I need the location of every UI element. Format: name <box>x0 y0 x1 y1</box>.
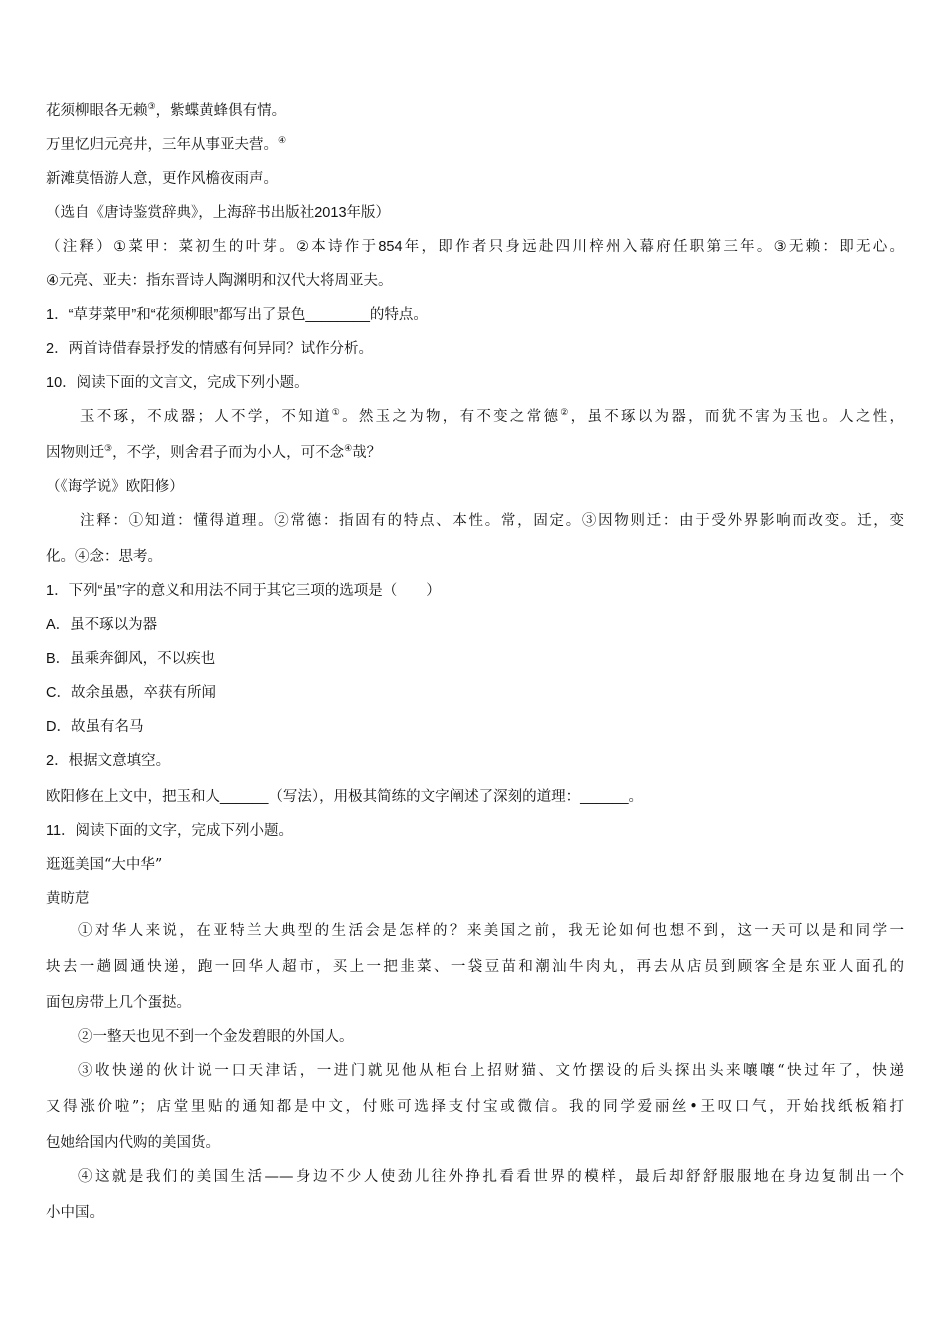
option-a: A．虽不琢以为器 <box>46 617 158 633</box>
footnote-mark: ④ <box>344 444 353 454</box>
option-c: C．故余虽愚，卒获有所闻 <box>46 685 216 701</box>
poem-line-3: 新滩莫悟游人意，更作风檐夜雨声。 <box>46 171 278 187</box>
question-10-2: 2．根据文意填空。 <box>46 753 171 769</box>
classical-text-line-1: 玉不琢，不成器；人不学，不知道①。然玉之为物，有不变之常德②，虽不琢以为器，而犹不害为玉也。人之性， <box>80 408 905 425</box>
footnote-mark: ③ <box>147 102 156 112</box>
article-paragraph-3-line-2: 又得涨价啦”；店堂里贴的通知都是中文，付账可选择支付宝或微信。我的同学爱丽丝•王叹口气，开始找纸板箱打 <box>46 1099 904 1115</box>
classical-text-line-2: 因物则迁③，不学，则舍君子而为小人，可不念④哉？ <box>46 444 382 461</box>
article-paragraph-1-line-3: 面包房带上几个蛋挞。 <box>46 995 191 1011</box>
question-10-1: 1．下列“虽”字的意义和用法不同于其它三项的选项是（ ） <box>46 583 441 599</box>
footnote-mark: ① <box>331 408 343 418</box>
poem-note-2: ④元亮、亚夫：指东晋诗人陶渊明和汉代大将周亚夫。 <box>46 273 393 289</box>
article-title: 逛逛美国“大中华” <box>46 857 163 873</box>
article-author: 黄昉苨 <box>46 891 90 907</box>
classical-note-1: 注释：①知道：懂得道理。②常德：指固有的特点、本性。常，固定。③因物则迁：由于受外界影响而改变。迁，变 <box>80 513 904 529</box>
question-10-2-fill: 欧阳修在上文中，把玉和人______（写法），用极其简练的文字阐述了深刻的道理：______。 <box>46 789 644 805</box>
poem-line-1: 花须柳眼各无赖③，紫蝶黄蜂俱有情。 <box>46 102 287 119</box>
classical-note-2: 化。④念：思考。 <box>46 549 162 565</box>
footnote-mark: ④ <box>278 136 287 146</box>
footnote-mark: ② <box>560 408 571 418</box>
poem-source: （选自《唐诗鉴赏辞典》，上海辞书出版社2013年版） <box>46 205 391 221</box>
poem-note-1: （注释）①菜甲：菜初生的叶芽。②本诗作于854年，即作者只身远赴四川梓州入幕府任职第三年。③无赖：即无心。 <box>46 239 904 255</box>
article-paragraph-4-line-2: 小中国。 <box>46 1205 104 1221</box>
article-paragraph-1-line-2: 块去一趟圆通快递，跑一回华人超市，买上一把韭菜、一袋豆苗和潮汕牛肉丸，再去从店员到顾客全是东亚人面孔的 <box>46 959 904 975</box>
article-paragraph-3-line-3: 包她给国内代购的美国货。 <box>46 1135 220 1151</box>
article-paragraph-2: ②一整天也见不到一个金发碧眼的外国人。 <box>78 1029 354 1045</box>
question-9-1: 1．“草芽菜甲”和“花须柳眼”都写出了景色________的特点。 <box>46 307 428 323</box>
question-10-heading: 10．阅读下面的文言文，完成下列小题。 <box>46 375 309 391</box>
article-paragraph-1-line-1: ①对华人来说，在亚特兰大典型的生活会是怎样的？来美国之前，我无论如何也想不到，这一天可以是和同学一 <box>78 923 904 939</box>
article-paragraph-4-line-1: ④这就是我们的美国生活——身边不少人使劲儿往外挣扎看看世界的模样，最后却舒舒服服地在身边复制出一个 <box>78 1169 904 1185</box>
classical-text-source: （《诲学说》欧阳修） <box>46 479 184 495</box>
option-b: B．虽乘奔御风，不以疾也 <box>46 651 216 667</box>
question-11-heading: 11．阅读下面的文字，完成下列小题。 <box>46 823 294 839</box>
question-9-2: 2．两首诗借春景抒发的情感有何异同？试作分析。 <box>46 341 374 357</box>
option-d: D．故虽有名马 <box>46 719 144 735</box>
footnote-mark: ③ <box>104 444 113 454</box>
article-paragraph-3-line-1: ③收快递的伙计说一口天津话，一进门就见他从柜台上招财猫、文竹摆设的后头探出头来嚷嚷“快过年了，快递 <box>78 1063 904 1079</box>
poem-line-2: 万里忆归元亮井，三年从事亚夫营。④ <box>46 136 287 153</box>
